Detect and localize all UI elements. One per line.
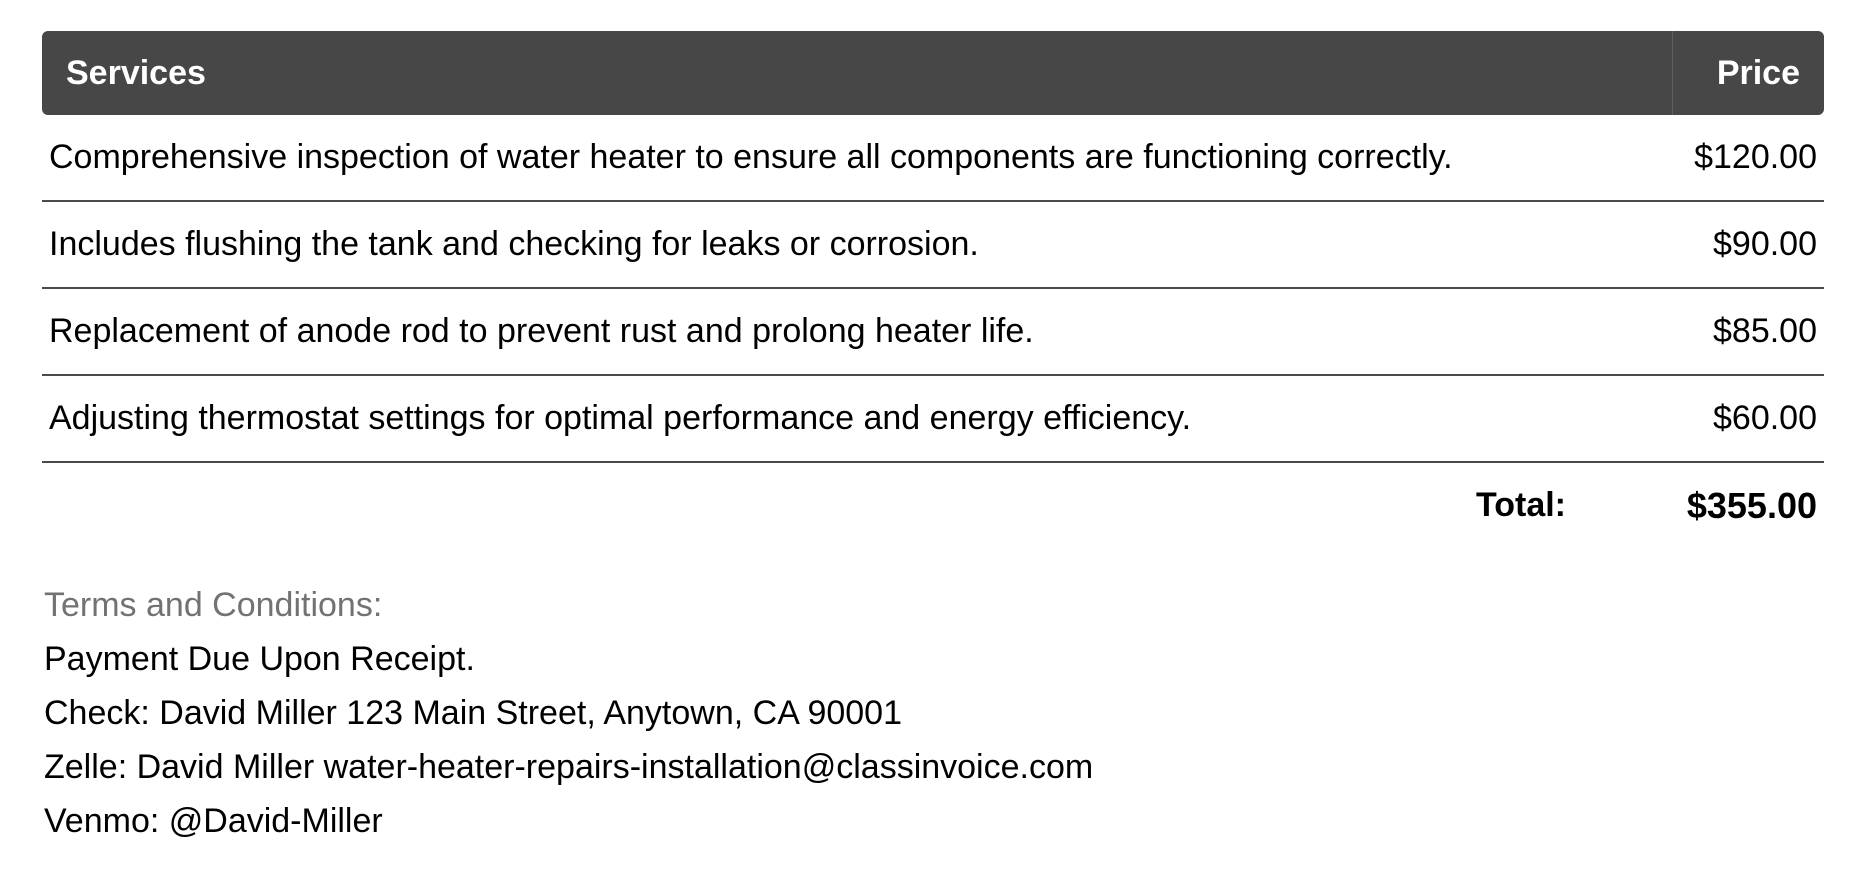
- service-description: Replacement of anode rod to prevent rust and prolong heater life.: [42, 288, 1672, 375]
- payment-due-note: Payment Due Upon Receipt.: [44, 640, 475, 678]
- services-table: [42, 31, 1824, 548]
- venmo-payment-info: Venmo: @David-Miller: [44, 802, 383, 840]
- service-description: Adjusting thermostat settings for optimal performance and energy efficiency.: [42, 375, 1672, 462]
- terms-section: [44, 578, 1093, 848]
- service-price: $120.00: [1672, 115, 1824, 201]
- check-payment-info: Check: David Miller 123 Main Street, Anytown, CA 90001: [44, 694, 902, 732]
- table-row: [42, 288, 1824, 375]
- service-description: Includes flushing the tank and checking for leaks or corrosion.: [42, 201, 1672, 288]
- price-column-header: Price: [1672, 31, 1824, 115]
- total-amount: $355.00: [1686, 484, 1817, 526]
- zelle-payment-info: Zelle: David Miller water-heater-repairs-installation@classinvoice.com: [44, 748, 1094, 786]
- services-column-header: Services: [42, 31, 1672, 115]
- service-price: $85.00: [1672, 288, 1824, 375]
- service-price: $60.00: [1672, 375, 1824, 462]
- table-row: [42, 201, 1824, 288]
- table-row: [42, 375, 1824, 462]
- total-row: [42, 462, 1824, 548]
- table-header-row: [42, 31, 1824, 115]
- terms-heading: Terms and Conditions:: [44, 586, 383, 624]
- table-row: [42, 115, 1824, 201]
- total-label: Total:: [1475, 486, 1566, 524]
- service-price: $90.00: [1672, 201, 1824, 288]
- service-description: Comprehensive inspection of water heater to ensure all components are functioning correctly.: [42, 115, 1672, 201]
